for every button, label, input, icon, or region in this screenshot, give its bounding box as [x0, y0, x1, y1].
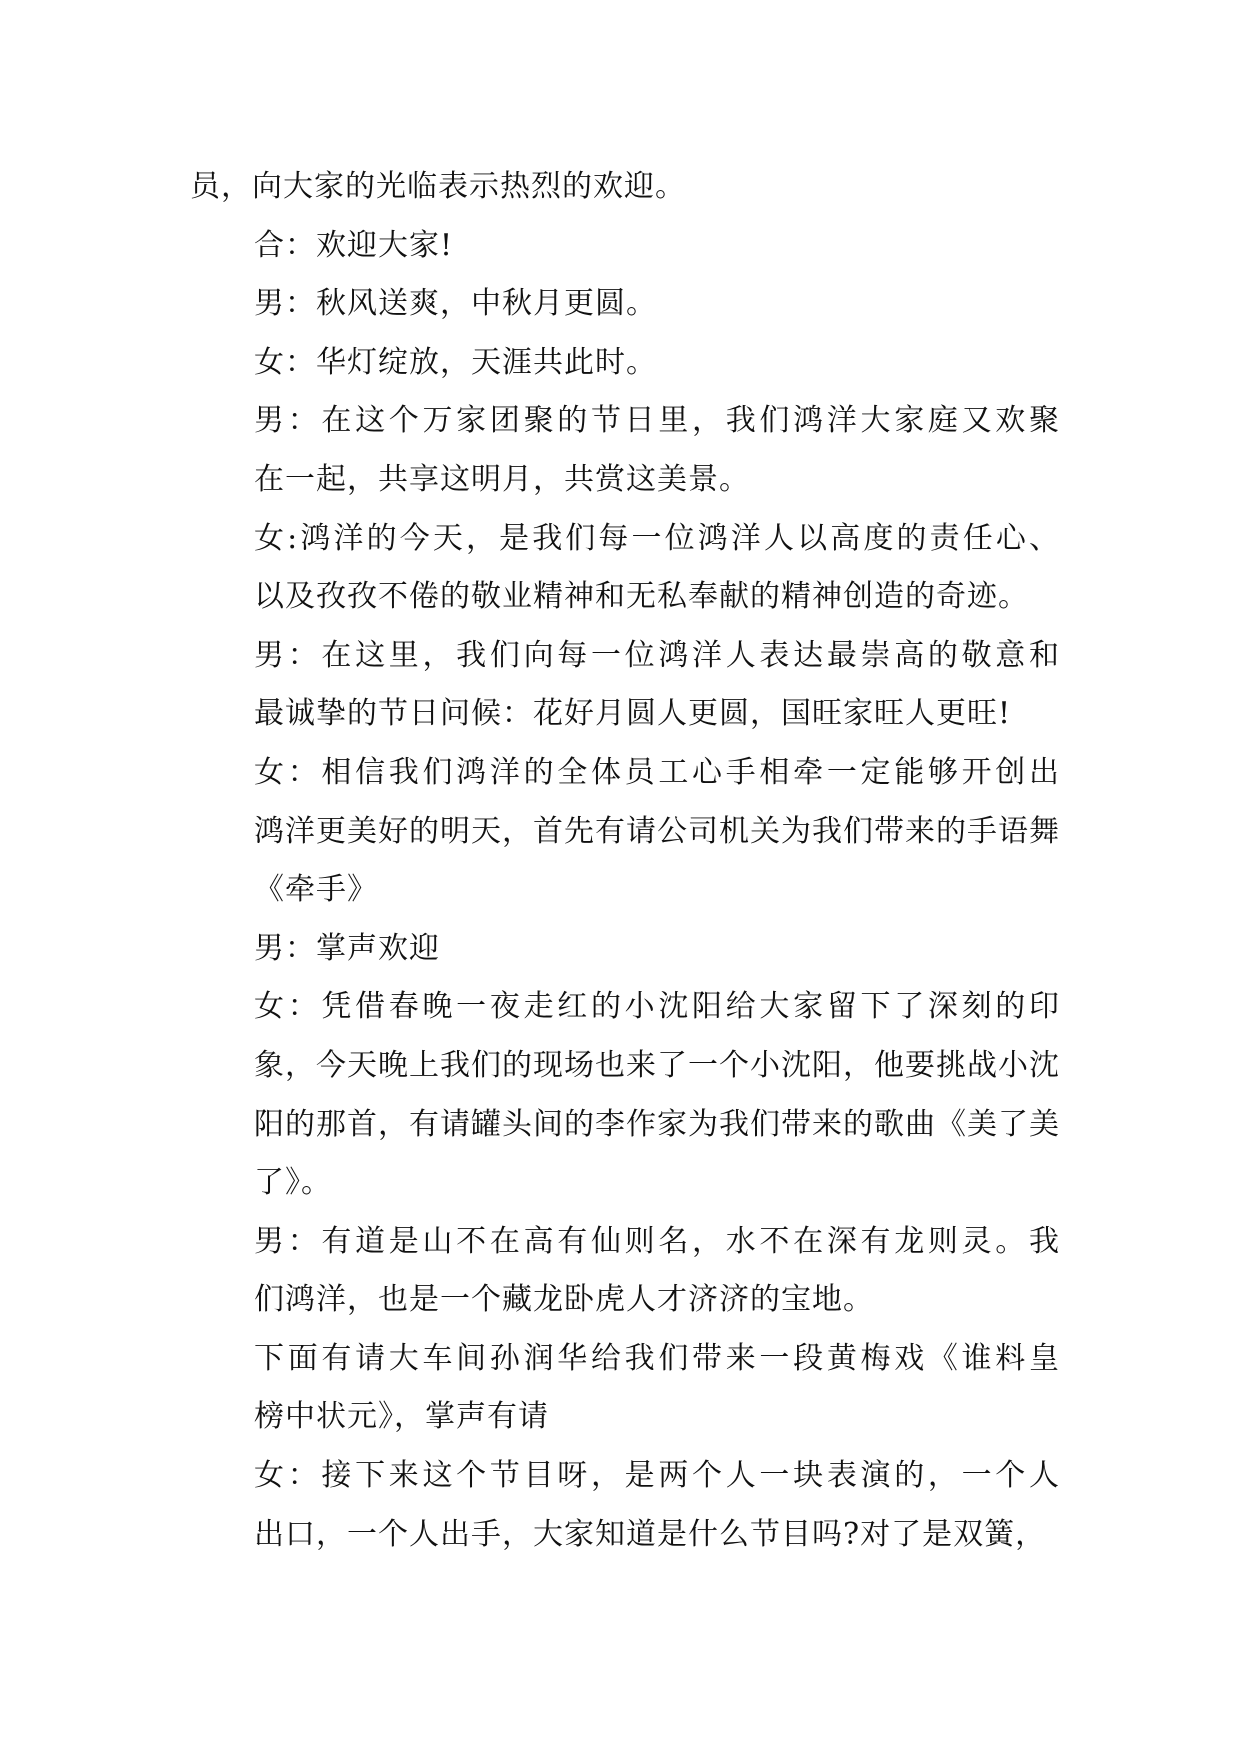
text-line: 员，向大家的光临表示热烈的欢迎。	[190, 169, 686, 204]
text-line: 了》。	[254, 1165, 332, 1201]
text-line: 男：在这个万家团聚的节日里，我们鸿洋大家庭又欢聚	[254, 403, 1060, 439]
paragraph	[190, 627, 1060, 744]
text-line: 女：接下来这个节目呀，是两个人一块表演的，一个人	[254, 1458, 1060, 1494]
text-line: 男：秋风送爽，中秋月更圆。	[254, 286, 657, 322]
text-line: 男：掌声欢迎	[254, 930, 440, 966]
text-line: 榜中状元》，掌声有请	[254, 1399, 549, 1435]
text-line: 以及孜孜不倦的敬业精神和无私奉献的精神创造的奇迹。	[254, 579, 1029, 615]
text-line: 阳的那首，有请罐头间的李作家为我们带来的歌曲《美了美	[254, 1106, 1060, 1142]
text-line: 出口，一个人出手，大家知道是什么节目吗?对了是双簧，	[254, 1516, 1047, 1552]
text-line: 们鸿洋，也是一个藏龙卧虎人才济济的宝地。	[254, 1282, 874, 1318]
text-line: 合：欢迎大家!	[254, 227, 454, 263]
paragraph	[190, 1447, 1060, 1564]
document-body	[190, 158, 1060, 1564]
paragraph	[190, 1213, 1060, 1330]
paragraph	[190, 920, 1060, 979]
paragraph	[190, 392, 1060, 509]
paragraph	[190, 275, 1060, 334]
paragraph	[190, 744, 1060, 920]
text-line: 鸿洋更美好的明天，首先有请公司机关为我们带来的手语舞	[254, 813, 1060, 849]
text-line: 在一起，共享这明月，共赏这美景。	[254, 461, 750, 497]
paragraph	[190, 334, 1060, 393]
text-line: 最诚挚的节日问候：花好月圆人更圆，国旺家旺人更旺!	[254, 696, 1012, 732]
paragraph	[190, 510, 1060, 627]
paragraph	[190, 158, 1060, 217]
text-line: 男：在这里，我们向每一位鸿洋人表达最崇高的敬意和	[254, 637, 1060, 673]
text-line: 女：华灯绽放，天涯共此时。	[254, 344, 657, 380]
text-line: 女:鸿洋的今天，是我们每一位鸿洋人以高度的责任心、	[254, 520, 1060, 556]
text-line: 男：有道是山不在高有仙则名，水不在深有龙则灵。我	[254, 1223, 1060, 1259]
paragraph	[190, 978, 1060, 1212]
paragraph	[190, 1330, 1060, 1447]
text-line: 《牵手》	[254, 872, 378, 908]
paragraph	[190, 217, 1060, 276]
text-line: 女：凭借春晚一夜走红的小沈阳给大家留下了深刻的印	[254, 989, 1060, 1025]
text-line: 下面有请大车间孙润华给我们带来一段黄梅戏《谁料皇	[254, 1340, 1060, 1376]
text-line: 女：相信我们鸿洋的全体员工心手相牵一定能够开创出	[254, 754, 1060, 790]
text-line: 象，今天晚上我们的现场也来了一个小沈阳，他要挑战小沈	[254, 1047, 1060, 1083]
